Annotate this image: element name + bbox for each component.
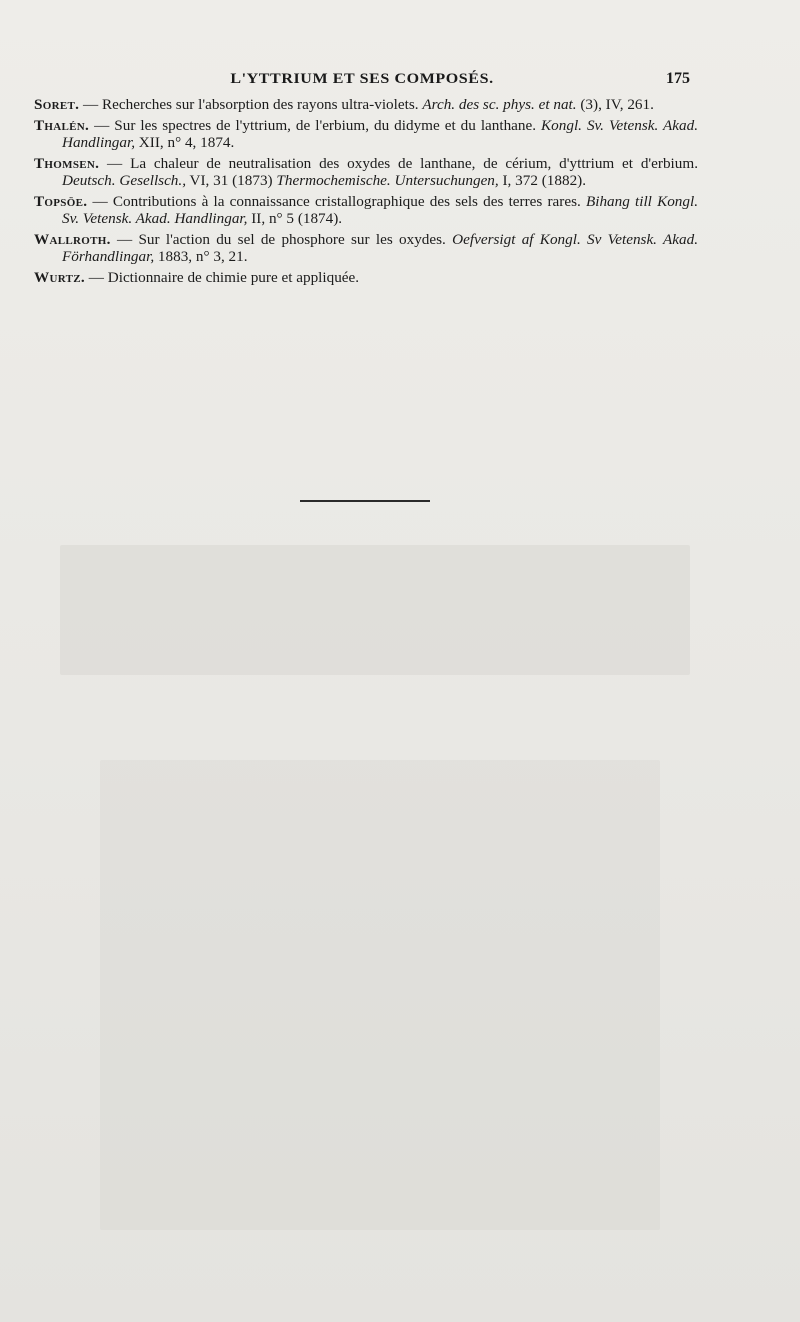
bibliography-text: (3), IV, 261. <box>576 96 654 113</box>
bibliography-text: I, 372 (1882). <box>498 172 587 189</box>
bibliography-text: XII, n° 4, 1874. <box>135 134 235 151</box>
bibliography-text: — Sur les spectres de l'yttrium, de l'erbium, du didyme et du lanthane. <box>89 116 542 134</box>
bibliography-source-title: Oefversigt af Kongl. Sv Vetensk. Akad. Förhandlingar, <box>62 230 698 265</box>
bibliography-entry <box>34 231 698 266</box>
bibliography-source-title: Arch. des sc. phys. et nat. <box>422 96 577 113</box>
bibliography-text: — Sur l'action du sel de phosphore sur les oxydes. <box>110 230 453 248</box>
bibliography-source-title: Thermochemische. Untersuchungen, <box>276 172 499 189</box>
bibliography-entry <box>34 96 698 114</box>
bibliography-author: Topsöe. <box>34 192 88 210</box>
bibliography-text: — La chaleur de neutralisation des oxydes de lanthane, de cérium, d'yttrium et d'erbium. <box>99 154 698 172</box>
bibliography-text: — Dictionnaire de chimie pure et appliquée. <box>84 268 360 286</box>
bibliography-author: Soret. <box>34 96 80 113</box>
bibliography-entry <box>34 117 698 152</box>
bibliography-source-title: Kongl. Sv. Vetensk. Akad. Handlingar, <box>62 116 698 151</box>
bibliography-list <box>34 96 698 289</box>
bleed-through-block <box>60 545 690 675</box>
running-header <box>34 70 690 94</box>
bibliography-entry <box>34 155 698 190</box>
bibliography-author: Thalén. <box>34 116 90 134</box>
bibliography-entry <box>34 269 698 287</box>
page-number: 175 <box>666 70 690 87</box>
section-divider-rule <box>300 500 430 502</box>
running-title: L'YTTRIUM ET SES COMPOSÉS. <box>230 70 494 87</box>
bibliography-entry <box>34 193 698 228</box>
bibliography-text: — Contributions à la connaissance cristallographique des sels des terres rares. <box>87 192 586 210</box>
bibliography-author: Wallroth. <box>34 230 111 248</box>
bibliography-text: 1883, n° 3, 21. <box>154 248 248 265</box>
bibliography-text: — Recherches sur l'absorption des rayons ultra-violets. <box>79 96 423 113</box>
bibliography-text: VI, 31 (1873) <box>186 172 277 189</box>
bibliography-source-title: Deutsch. Gesellsch., <box>62 172 186 189</box>
bibliography-text: II, n° 5 (1874). <box>247 210 343 227</box>
bibliography-source-title: Bihang till Kongl. Sv. Vetensk. Akad. Handlingar, <box>62 192 699 227</box>
bibliography-author: Thomsen. <box>34 154 100 172</box>
bleed-through-block <box>100 760 660 1230</box>
bibliography-author: Wurtz. <box>34 268 85 286</box>
